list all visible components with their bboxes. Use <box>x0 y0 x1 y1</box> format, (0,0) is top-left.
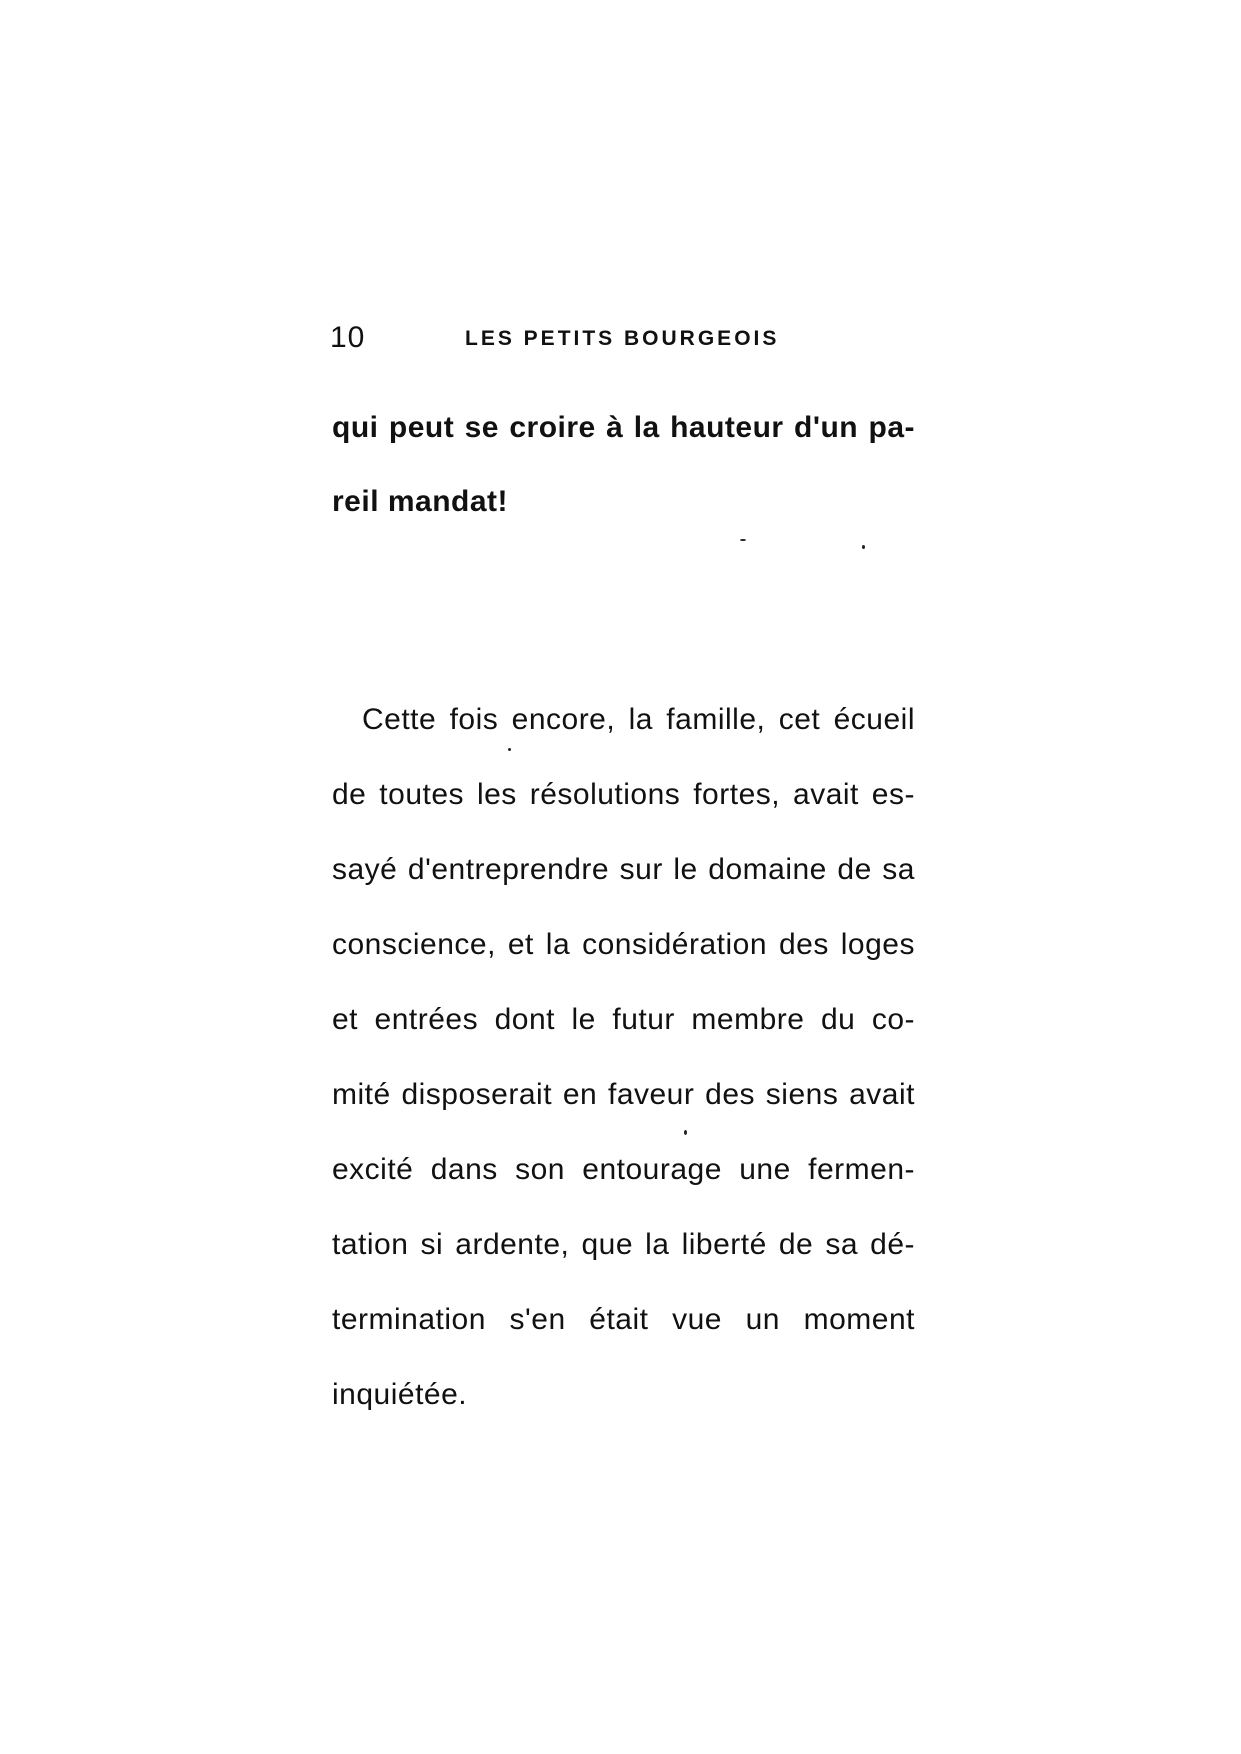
scan-speck <box>862 545 865 549</box>
page-number: 10 <box>330 321 366 354</box>
text-line: excité dans son entourage une fermen- <box>332 1153 915 1186</box>
text-line: conscience, et la considération des loges <box>332 928 915 961</box>
scan-speck <box>508 748 511 751</box>
text-line: et entrées dont le futur membre du co- <box>332 1003 915 1036</box>
text-line: sayé d'entreprendre sur le domaine de sa <box>332 853 915 886</box>
running-title: LES PETITS BOURGEOIS <box>465 327 780 350</box>
text-line: inquiétée. <box>332 1378 468 1411</box>
scan-speck <box>740 539 746 541</box>
text-line: termination s'en était vue un moment <box>332 1303 915 1336</box>
text-line: de toutes les résolutions fortes, avait es- <box>332 778 915 811</box>
text-line: Cette fois encore, la famille, cet écueil <box>362 703 915 736</box>
text-line: mité disposerait en faveur des siens avait <box>332 1078 915 1111</box>
scan-speck <box>684 1130 687 1135</box>
text-line: qui peut se croire à la hauteur d'un pa- <box>332 411 915 444</box>
text-line: tation si ardente, que la liberté de sa dé- <box>332 1228 915 1261</box>
text-line: reil mandat! <box>332 485 509 518</box>
page-header <box>330 318 920 358</box>
